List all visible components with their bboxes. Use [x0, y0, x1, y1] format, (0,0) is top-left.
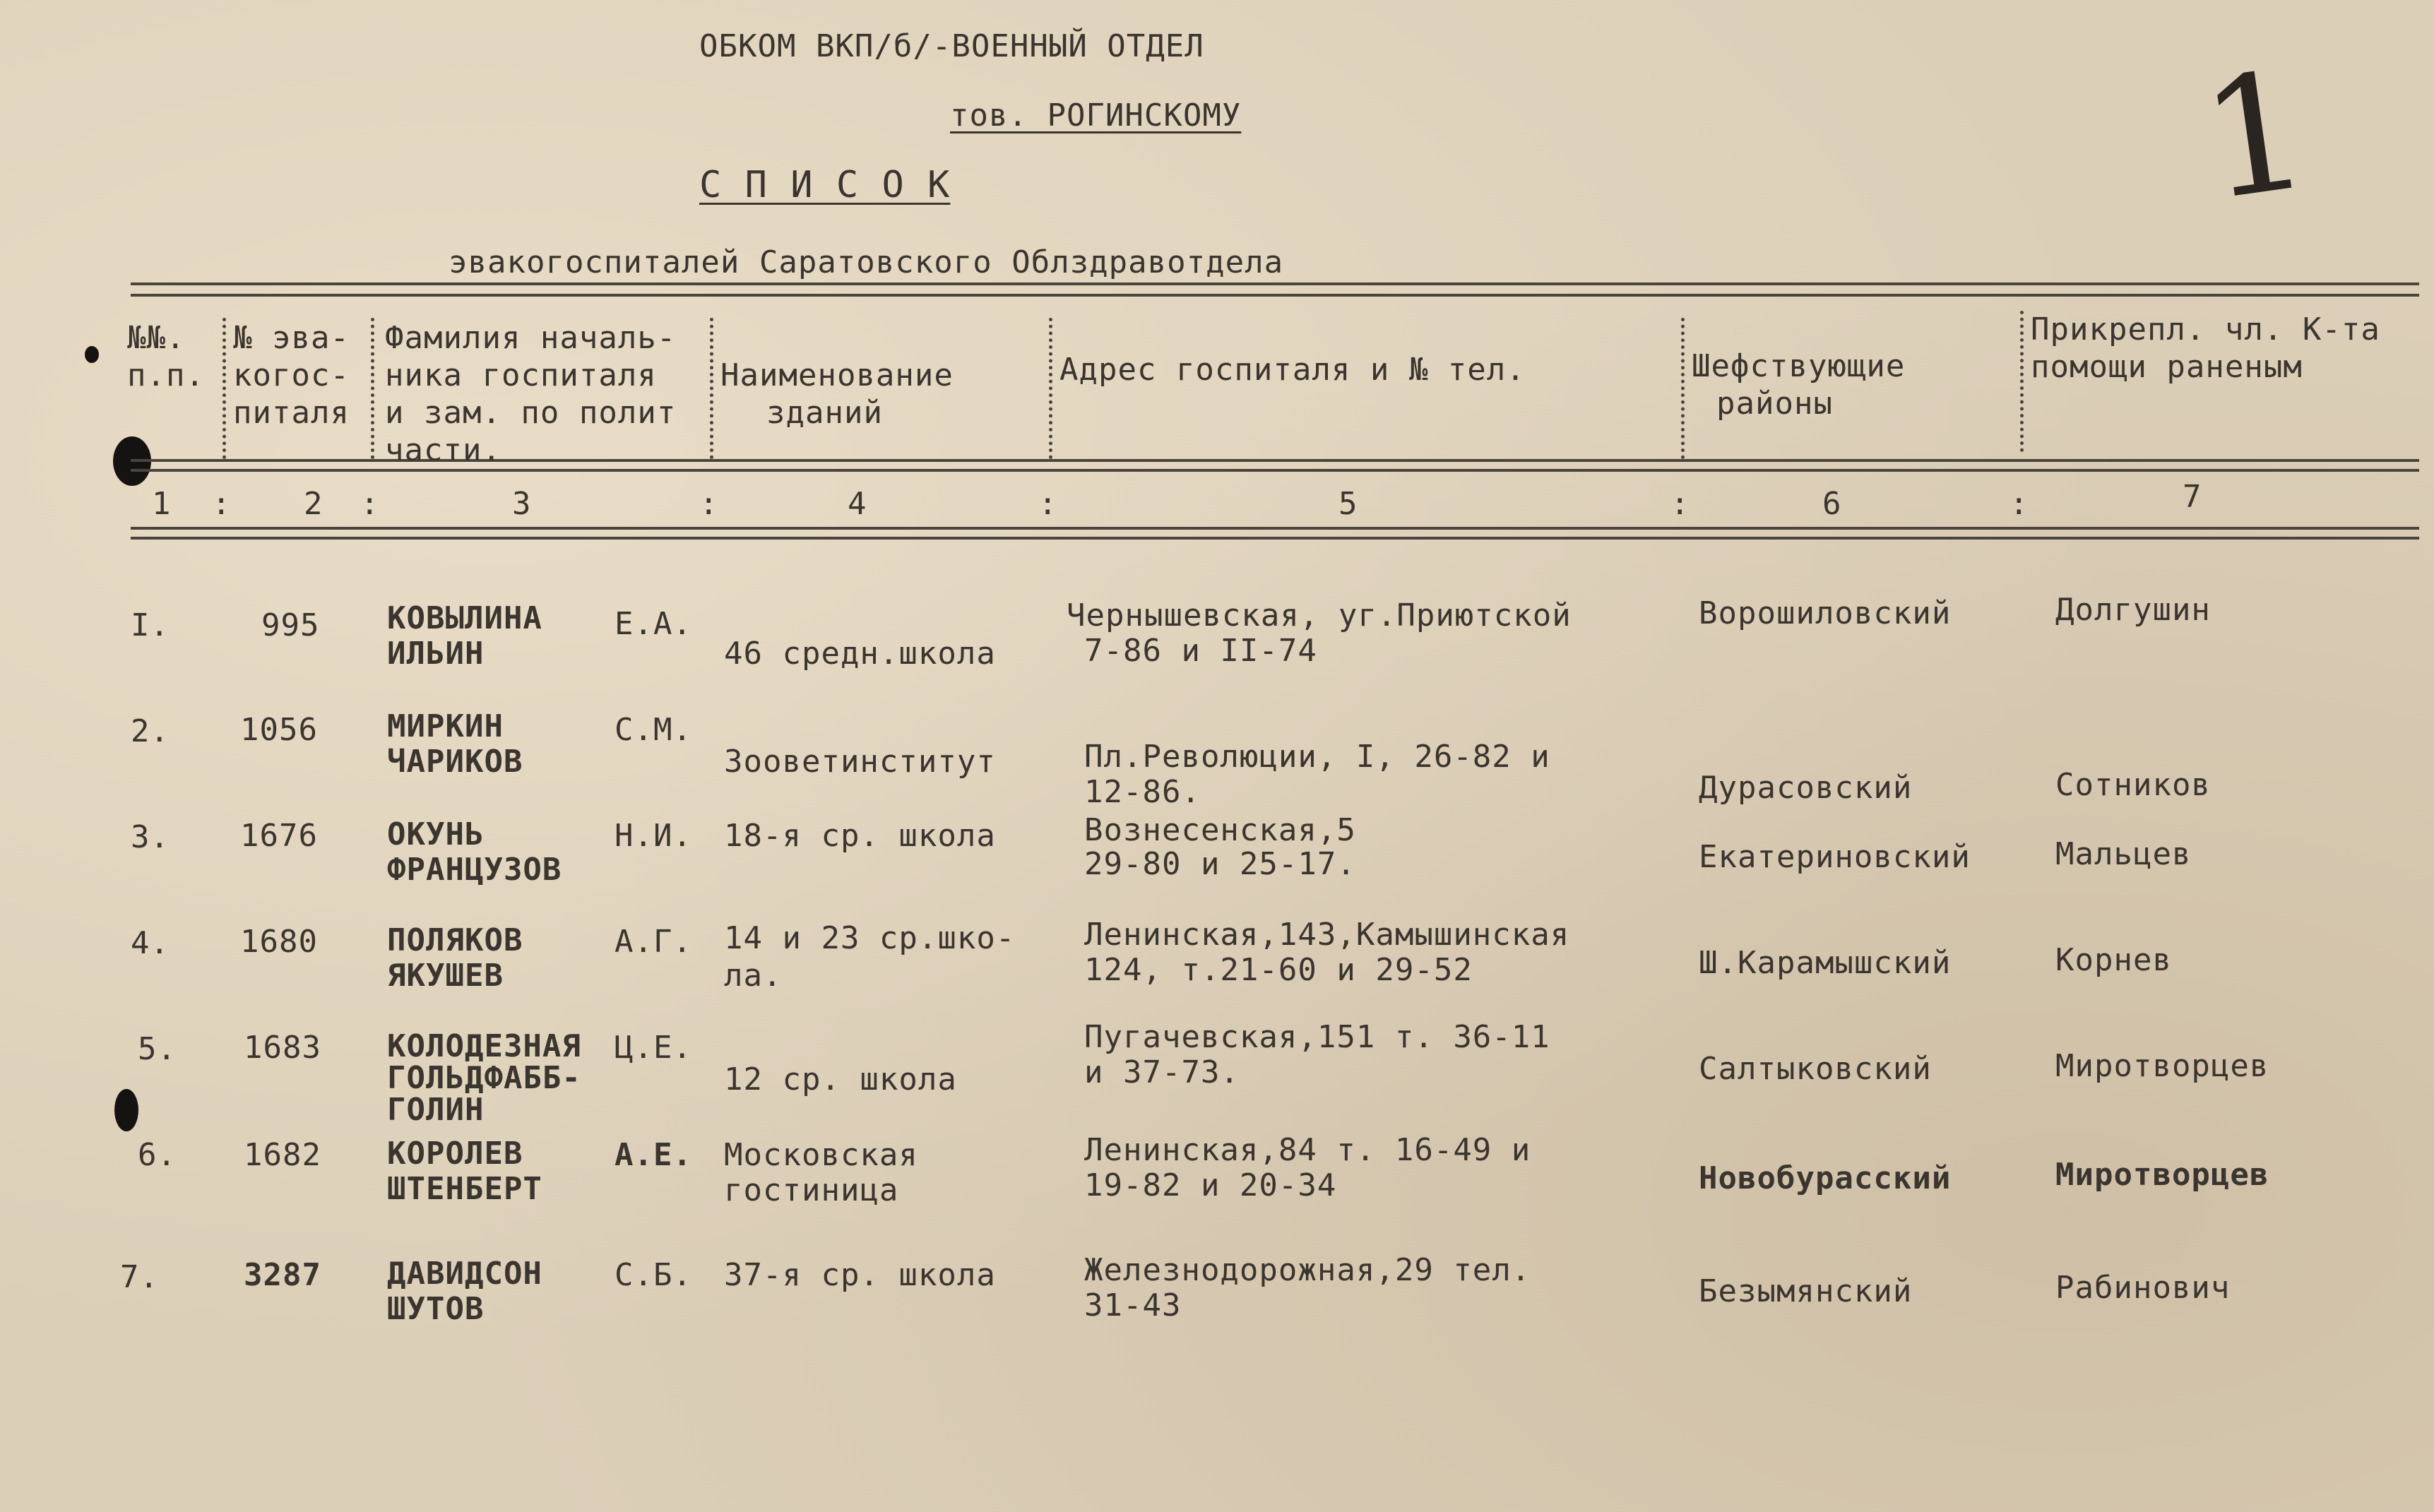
row-6-address-1: Ленинская,84 т. 16-49 и: [1084, 1132, 1531, 1168]
row-6-member: Миротворцев: [2055, 1157, 2269, 1193]
header-col-1-line-1: №№.: [127, 320, 186, 356]
archival-document: ОБКОМ ВКП/б/-ВОЕННЫЙ ОТДЕЛ тов. РОГИНСКОМУ С П И С О К эвакогоспиталей Саратовского Облздравотдела 1 №№. п.п. № эва- когос- питаля Фамилия началь- ника госпиталя и зам. по полит части. Наименование зданий Адрес госпиталя и № тел. Шефствующие районы Прикрепл. чл. К-та помощи раненым 1 2 3 4 5 6 7 : : : : : : I. 995 КОВЫЛИНА ИЛЬИН Е.А. 46 средн.школа Чернышевская, уг.Приютской 7-86 и II-74 Ворошиловский Долгушин 2. 1056 МИРКИН ЧАРИКОВ С.М. Зооветинститут Пл.Революции, I, 26-82 и 12-86. Дурасовский Сотников 3. 1676 ОКУНЬ ФРАНЦУЗОВ Н.И. 18-я ср. школа Вознесенская,5 29-80 и 25-17. Екатериновский Мальцев 4. 1680 ПОЛЯКОВ ЯКУШЕВ А.Г. 14 и 23 ср.шко- ла. Ленинская,143,Камышинская 124, т.21-60 и 29-52 Ш.Карамышский Корнев 5. 1683 КОЛОДЕЗНАЯ ГОЛЬДФАББ- ГОЛИН Ц.Е. 12 ср. школа Пугачевская,151 т. 36-11 и 37-73. Салтыковский Миротворцев 6. 1682 КОРОЛЕВ ШТЕНБЕРТ А.Е. Московская гостиница Ленинская,84 т. 16-49 и 19-82 и 20-34 Новобурасский Миротворцев 7. 3287 ДАВИДСОН ШУТОВ С.Б. 37-я ср. школа Железнодорожная,29 тел. 31-43 Безымянский Рабинович: [0, 0, 2434, 1512]
row-4-district: Ш.Карамышский: [1699, 945, 1952, 981]
row-3-name-2: ФРАНЦУЗОВ: [387, 852, 562, 888]
row-1-address-1: Чернышевская, уг.Приютской: [1067, 597, 1572, 633]
row-3-number: 3.: [131, 819, 170, 855]
row-2-district: Дурасовский: [1699, 770, 1913, 806]
row-2-name-1: МИРКИН: [387, 708, 504, 744]
row-4-address-1: Ленинская,143,Камышинская: [1084, 917, 1570, 953]
row-6-address-2: 19-82 и 20-34: [1084, 1167, 1337, 1203]
row-2-building: Зооветинститут: [724, 744, 996, 780]
addressee-line-1: ОБКОМ ВКП/б/-ВОЕННЫЙ ОТДЕЛ: [699, 28, 1204, 64]
punch-mark: [85, 346, 99, 363]
row-5-name-2: ГОЛЬДФАББ-: [387, 1060, 581, 1096]
column-separator: [710, 318, 713, 459]
row-7-address-1: Железнодорожная,29 тел.: [1084, 1252, 1531, 1288]
header-col-5-line-1: Адрес госпиталя и № тел.: [1059, 352, 1526, 388]
addressee-line-2: тов. РОГИНСКОМУ: [950, 97, 1242, 133]
row-2-member: Сотников: [2055, 767, 2211, 803]
row-5-name-3: ГОЛИН: [387, 1092, 485, 1128]
header-col-3-line-2: ника госпиталя: [385, 357, 657, 393]
header-col-7-line-1: Прикрепл. чл. К-та: [2031, 311, 2380, 347]
col-number-3: 3: [512, 486, 532, 522]
header-rule-bottom: [131, 537, 2419, 540]
row-3-member: Мальцев: [2055, 836, 2192, 872]
row-1-district: Ворошиловский: [1699, 595, 1952, 631]
row-4-number: 4.: [131, 925, 170, 961]
row-5-address-2: и 37-73.: [1084, 1054, 1240, 1090]
row-7-initials: С.Б.: [615, 1257, 692, 1293]
row-2-hospital-number: 1056: [240, 712, 318, 748]
row-7-building: 37-я ср. школа: [724, 1257, 996, 1293]
header-rule-bottom: [131, 527, 2419, 530]
row-6-hospital-number: 1682: [244, 1137, 321, 1173]
row-6-name-2: ШТЕНБЕРТ: [387, 1171, 542, 1207]
punch-hole: [114, 1089, 138, 1131]
row-7-member: Рабинович: [2055, 1270, 2231, 1306]
column-separator: [1049, 318, 1052, 459]
row-6-district: Новобурасский: [1699, 1160, 1952, 1196]
row-2-address-2: 12-86.: [1084, 774, 1201, 810]
row-5-name-1: КОЛОДЕЗНАЯ: [387, 1028, 581, 1064]
row-7-district: Безымянский: [1699, 1273, 1913, 1309]
row-1-name-1: КОВЫЛИНА: [387, 600, 542, 636]
col-number-1: 1: [152, 486, 172, 522]
header-col-4-line-2: зданий: [766, 395, 883, 431]
row-1-building: 46 средн.школа: [724, 636, 996, 672]
header-col-2-line-2: когос-: [233, 357, 350, 393]
row-2-name-2: ЧАРИКОВ: [387, 744, 523, 780]
row-5-member: Миротворцев: [2055, 1048, 2269, 1084]
row-2-initials: С.М.: [615, 712, 692, 748]
row-4-address-2: 124, т.21-60 и 29-52: [1084, 952, 1473, 988]
row-1-name-2: ИЛЬИН: [387, 636, 485, 672]
row-7-hospital-number: 3287: [244, 1257, 321, 1293]
row-4-name-2: ЯКУШЕВ: [387, 958, 504, 994]
header-rule-mid: [131, 469, 2419, 472]
row-4-hospital-number: 1680: [240, 924, 318, 960]
row-5-district: Салтыковский: [1699, 1051, 1932, 1087]
page-number: 1: [2191, 36, 2320, 237]
row-3-building: 18-я ср. школа: [724, 818, 996, 854]
row-3-district: Екатериновский: [1699, 839, 1971, 875]
row-3-initials: Н.И.: [615, 818, 692, 854]
row-1-number: I.: [131, 607, 170, 643]
row-4-member: Корнев: [2055, 942, 2172, 978]
row-1-hospital-number: 995: [261, 607, 320, 643]
col-number-2: 2: [304, 486, 323, 522]
row-3-hospital-number: 1676: [240, 818, 318, 854]
list-title: С П И С О К: [699, 164, 951, 206]
row-4-building-2: ла.: [724, 958, 783, 994]
header-col-1-line-2: п.п.: [127, 357, 205, 393]
header-col-3-line-1: Фамилия началь-: [385, 320, 677, 356]
column-separator: [2020, 311, 2024, 452]
row-3-name-1: ОКУНЬ: [387, 816, 485, 852]
row-7-number: 7.: [120, 1259, 159, 1295]
col-number-5: 5: [1338, 486, 1358, 522]
header-col-7-line-2: помощи раненым: [2031, 349, 2303, 385]
row-1-member: Долгушин: [2055, 592, 2211, 628]
row-5-building: 12 ср. школа: [724, 1061, 957, 1097]
row-1-initials: Е.А.: [615, 606, 692, 642]
row-3-address-1: Вознесенская,5: [1084, 812, 1356, 848]
header-rule-top: [131, 282, 2419, 285]
row-5-hospital-number: 1683: [244, 1030, 321, 1066]
header-col-6-line-2: районы: [1716, 386, 1833, 422]
header-rule-top: [131, 294, 2419, 297]
column-separator: [222, 318, 226, 459]
col-number-7: 7: [2183, 479, 2202, 515]
row-5-address-1: Пугачевская,151 т. 36-11: [1084, 1019, 1550, 1055]
header-col-4-line-1: Наименование: [720, 357, 954, 393]
row-7-name-2: ШУТОВ: [387, 1291, 485, 1327]
row-4-building-1: 14 и 23 ср.шко-: [724, 920, 1016, 956]
header-col-2-line-3: питаля: [233, 395, 350, 431]
col-number-4: 4: [848, 486, 867, 522]
row-2-address-1: Пл.Революции, I, 26-82 и: [1084, 739, 1550, 775]
header-col-2-line-1: № эва-: [233, 320, 350, 356]
row-3-address-2: 29-80 и 25-17.: [1084, 846, 1356, 882]
row-5-number: 5.: [138, 1031, 177, 1067]
header-col-3-line-3: и зам. по полит: [385, 395, 677, 431]
row-5-initials: Ц.Е.: [615, 1030, 692, 1066]
row-1-address-2: 7-86 и II-74: [1084, 633, 1317, 669]
row-6-building-1: Московская: [724, 1137, 918, 1173]
list-subtitle: эвакогоспиталей Саратовского Облздравотдела: [449, 244, 1284, 280]
row-4-name-1: ПОЛЯКОВ: [387, 922, 523, 958]
row-4-initials: А.Г.: [615, 924, 692, 960]
column-separator: [371, 318, 374, 459]
header-col-6-line-1: Шефствующие: [1692, 348, 1906, 384]
column-separator: [1681, 318, 1685, 459]
row-7-name-1: ДАВИДСОН: [387, 1256, 542, 1292]
row-2-number: 2.: [131, 713, 170, 749]
col-number-6: 6: [1822, 486, 1842, 522]
row-6-building-2: гостиница: [724, 1172, 899, 1208]
row-6-initials: А.Е.: [615, 1137, 692, 1173]
header-col-3-line-4: части.: [385, 432, 501, 468]
row-6-name-1: КОРОЛЕВ: [387, 1136, 523, 1172]
row-7-address-2: 31-43: [1084, 1287, 1182, 1323]
row-6-number: 6.: [138, 1137, 177, 1173]
